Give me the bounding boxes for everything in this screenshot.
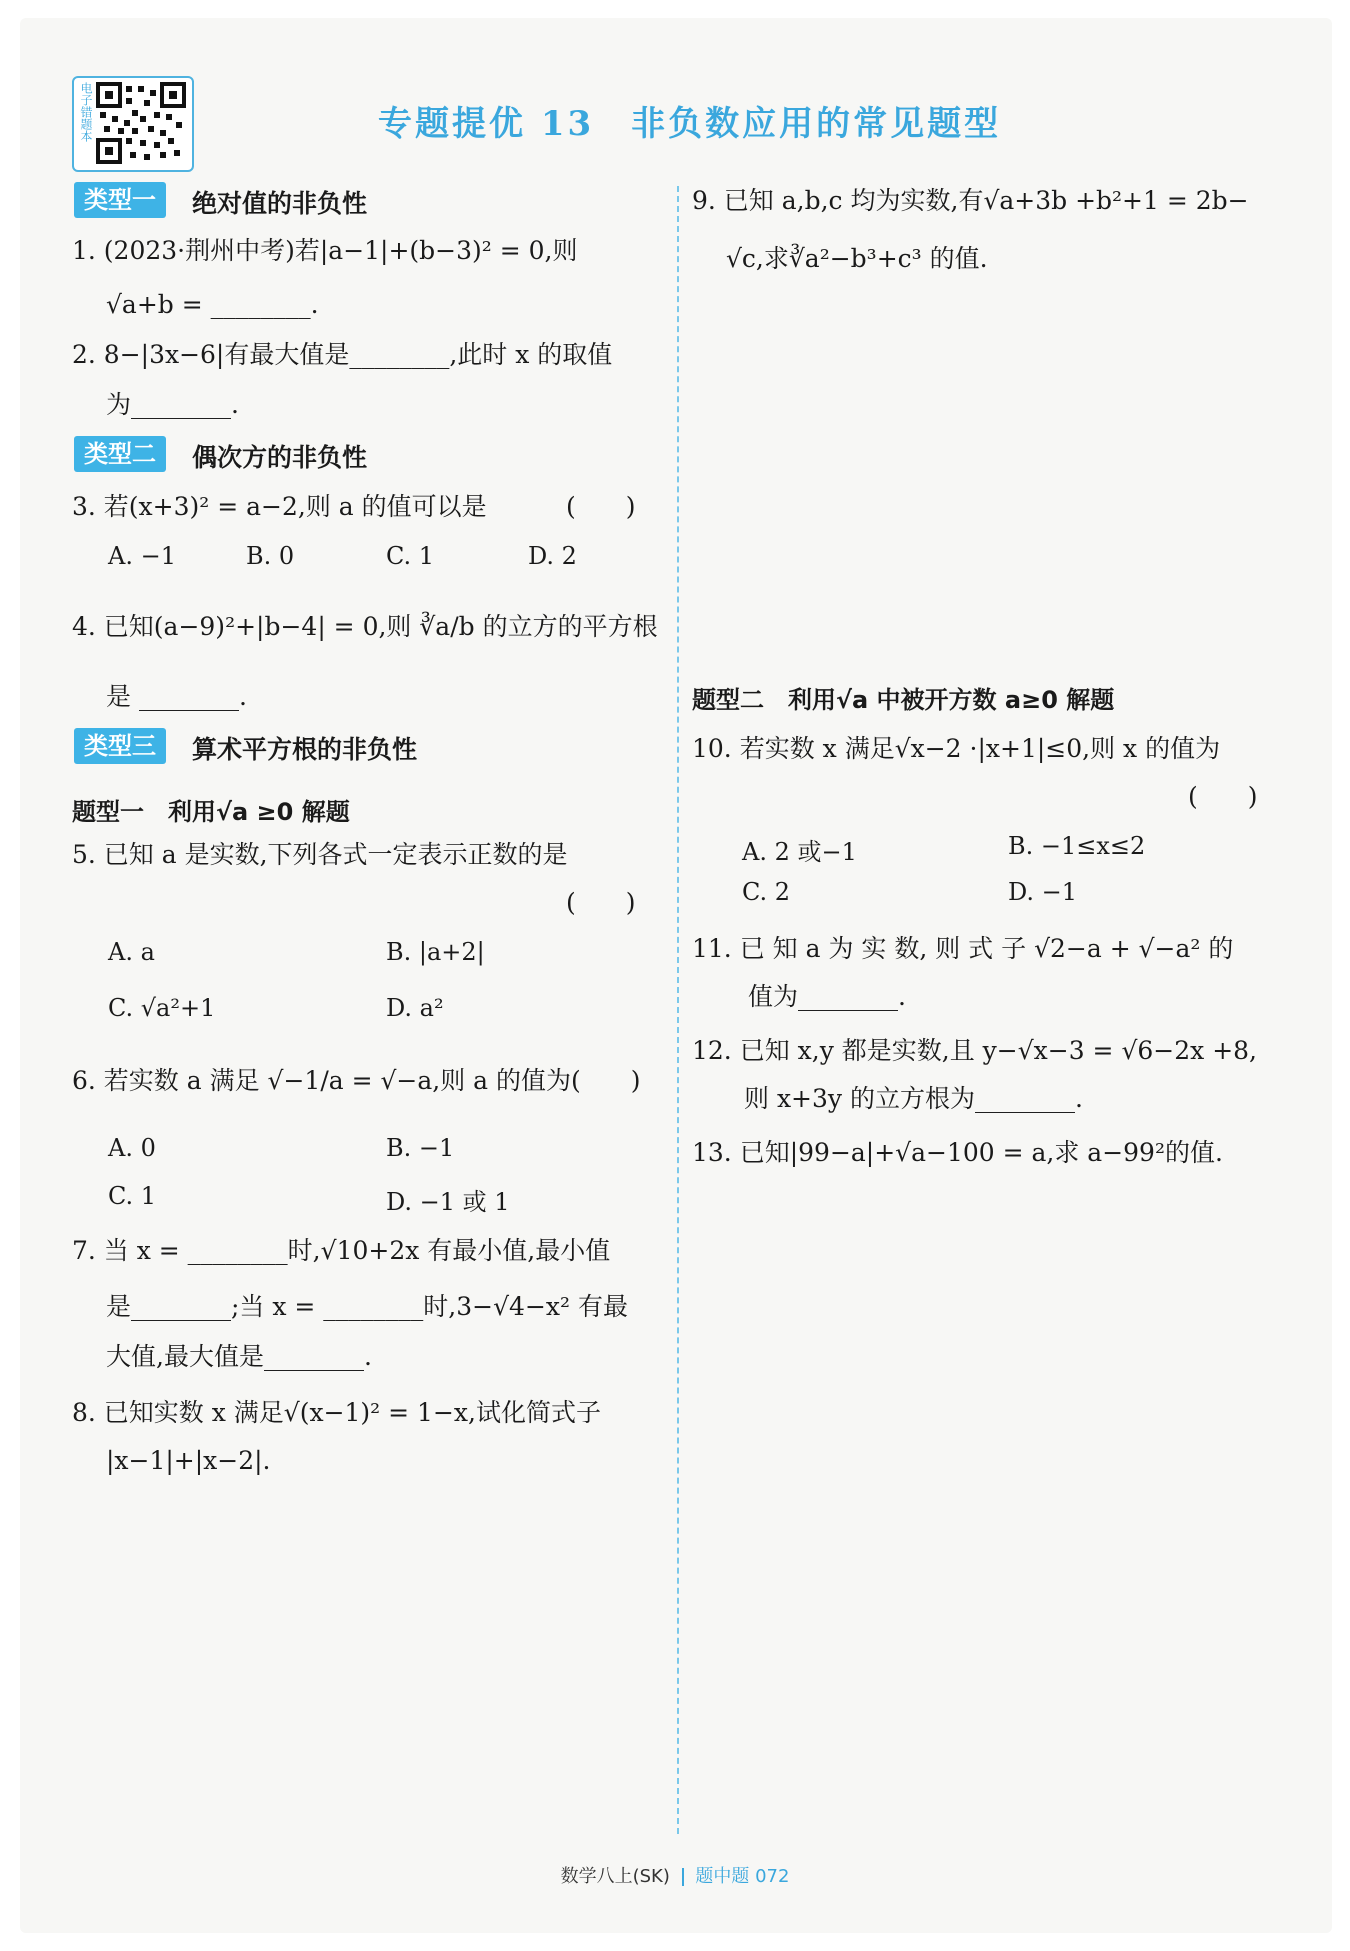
- question-6-option-d: D. −1 或 1: [386, 1188, 510, 1216]
- question-10-option-c: C. 2: [742, 878, 791, 906]
- column-divider: [677, 186, 679, 1834]
- question-12-line-2: 则 x+3y 的立方根为________.: [744, 1084, 1083, 1113]
- page-title: 专题提优 13 非负数应用的常见题型: [378, 104, 1002, 144]
- footer-page-number: 072: [755, 1866, 790, 1887]
- question-10-option-a: A. 2 或−1: [742, 838, 857, 866]
- question-3-option-d: D. 2: [528, 542, 577, 570]
- question-10: 10. 若实数 x 满足√x−2 ·|x+1|≤0,则 x 的值为: [692, 734, 1221, 763]
- question-7-line-3: 大值,最大值是________.: [106, 1342, 372, 1371]
- question-3-option-a: A. −1: [108, 542, 176, 570]
- section-label-type1: 绝对值的非负性: [192, 189, 368, 218]
- question-9-line-1: 9. 已知 a,b,c 均为实数,有√a+3b +b²+1 = 2b−: [692, 186, 1249, 215]
- question-3-option-b: B. 0: [246, 542, 295, 570]
- question-5-option-b: B. |a+2|: [386, 938, 485, 966]
- question-6-option-a: A. 0: [108, 1134, 156, 1162]
- section-tag-type2: 类型二: [74, 436, 166, 472]
- question-3-option-c: C. 1: [386, 542, 435, 570]
- qr-side-label: 电子错题本: [79, 82, 93, 142]
- footer-separator: [682, 1868, 684, 1886]
- question-2-line-2: 为________.: [106, 390, 239, 419]
- question-13: 13. 已知|99−a|+√a−100 = a,求 a−99²的值.: [692, 1138, 1223, 1167]
- question-3-answer-paren: ( ): [566, 492, 636, 521]
- subtype-1-heading: 题型一 利用√a ≥0 解题: [72, 798, 350, 826]
- question-7-line-1: 7. 当 x = ________时,√10+2x 有最小值,最小值: [72, 1236, 611, 1265]
- question-9-line-2: √c,求∛a²−b³+c³ 的值.: [726, 244, 988, 273]
- question-12-line-1: 12. 已知 x,y 都是实数,且 y−√x−3 = √6−2x +8,: [692, 1036, 1257, 1065]
- qr-code-box[interactable]: [72, 76, 194, 172]
- footer-series-name: 题中题: [695, 1866, 750, 1887]
- question-6-option-c: C. 1: [108, 1182, 157, 1210]
- footer-book-name: 数学八上(SK): [560, 1866, 670, 1887]
- qr-code-icon: [96, 82, 186, 164]
- question-2-line-1: 2. 8−|3x−6|有最大值是________,此时 x 的取值: [72, 340, 613, 369]
- question-6-option-b: B. −1: [386, 1134, 455, 1162]
- question-6: 6. 若实数 a 满足 √−1/a = √−a,则 a 的值为( ): [72, 1066, 641, 1095]
- section-tag-type1: 类型一: [74, 182, 166, 218]
- question-5-option-c: C. √a²+1: [108, 994, 216, 1022]
- subtype-2-heading: 题型二 利用√a 中被开方数 a≥0 解题: [692, 686, 1115, 714]
- page-footer: [0, 1862, 1350, 1888]
- question-5: 5. 已知 a 是实数,下列各式一定表示正数的是: [72, 840, 568, 869]
- section-label-type3: 算术平方根的非负性: [192, 735, 418, 764]
- question-8-line-2: |x−1|+|x−2|.: [106, 1446, 271, 1475]
- question-4-line-2: 是 ________.: [106, 682, 247, 711]
- question-5-option-a: A. a: [108, 938, 155, 966]
- question-7-line-2: 是________;当 x = ________时,3−√4−x² 有最: [106, 1292, 628, 1321]
- question-10-option-b: B. −1≤x≤2: [1008, 832, 1146, 860]
- question-11-line-2: 值为________.: [748, 982, 906, 1011]
- question-10-answer-paren: ( ): [1188, 782, 1258, 811]
- question-1-line-2: √a+b = ________.: [106, 290, 319, 319]
- question-3: 3. 若(x+3)² = a−2,则 a 的值可以是: [72, 492, 487, 521]
- question-5-option-d: D. a²: [386, 994, 444, 1022]
- question-10-option-d: D. −1: [1008, 878, 1078, 906]
- question-1-line-1: 1. (2023·荆州中考)若|a−1|+(b−3)² = 0,则: [72, 236, 578, 265]
- question-8-line-1: 8. 已知实数 x 满足√(x−1)² = 1−x,试化简式子: [72, 1398, 601, 1427]
- section-tag-type3: 类型三: [74, 728, 166, 764]
- question-5-answer-paren: ( ): [566, 888, 636, 917]
- section-label-type2: 偶次方的非负性: [192, 443, 368, 472]
- question-4-line-1: 4. 已知(a−9)²+|b−4| = 0,则 ∛a/b 的立方的平方根: [72, 612, 658, 641]
- question-11-line-1: 11. 已 知 a 为 实 数, 则 式 子 √2−a + √−a² 的: [692, 934, 1234, 963]
